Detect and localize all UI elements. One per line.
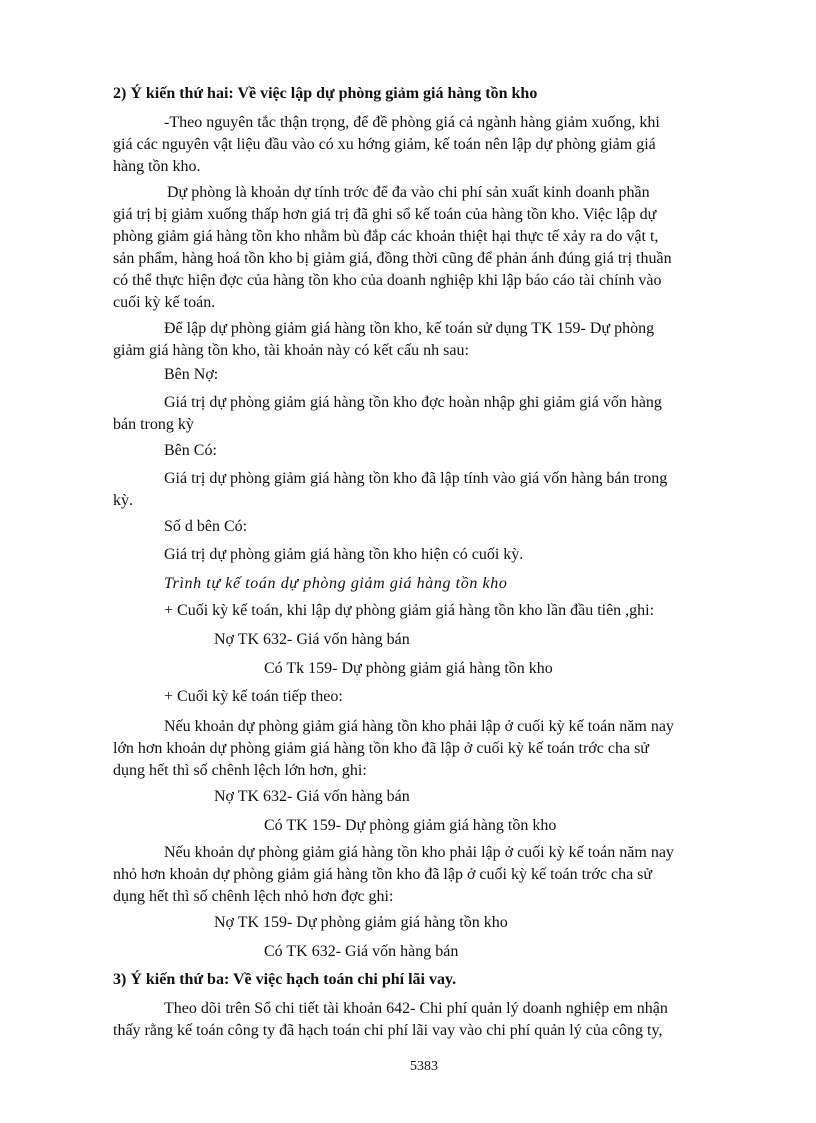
paragraph-line: dụng hết thì số chênh lệch lớn hơn, ghi:	[113, 762, 367, 779]
paragraph-line: nhỏ hơn khoản dự phòng giảm giá hàng tồn kho đã lập ở cuối kỳ kế toán trớc cha sử	[113, 866, 653, 883]
journal-debit-line: Nợ TK 159- Dự phòng giảm giá hàng tồn kho	[214, 914, 508, 931]
paragraph-line: Nếu khoản dự phòng giảm giá hàng tồn kho phải lập ở cuối kỳ kế toán năm nay	[164, 844, 674, 861]
paragraph-line: Giá trị dự phòng giảm giá hàng tồn kho đã lập tính vào giá vốn hàng bán trong	[164, 470, 668, 487]
journal-credit-line: Có TK 159- Dự phòng giảm giá hàng tồn kho	[264, 817, 557, 834]
paragraph-line: Nếu khoản dự phòng giảm giá hàng tồn kho phải lập ở cuối kỳ kế toán năm nay	[164, 718, 674, 735]
paragraph-line: giá các nguyên vật liệu đầu vào có xu hớng giảm, kế toán nên lập dự phòng giảm giá	[113, 136, 656, 153]
balance-label: Số d bên Có:	[164, 518, 248, 535]
paragraph-line: cuối kỳ kế toán.	[113, 294, 216, 311]
paragraph-line: giảm giá hàng tồn kho, tài khoản này có kết cấu nh sau:	[113, 342, 469, 359]
section-heading-3: 3) Ý kiến thứ ba: Về việc hạch toán chi phí lãi vay.	[113, 971, 457, 988]
paragraph-line: Để lập dự phòng giảm giá hàng tồn kho, kế toán sử dụng TK 159- Dự phòng	[164, 320, 655, 337]
paragraph-line: thấy rằng kế toán công ty đã hạch toán chi phí lãi vay vào chi phí quản lý của công ty,	[113, 1022, 663, 1039]
paragraph-line: bán trong kỳ	[113, 416, 194, 433]
section-heading-2: 2) Ý kiến thứ hai: Về việc lập dự phòng giảm giá hàng tồn kho	[113, 85, 538, 102]
paragraph-line: Dự phòng là khoản dự tính trớc để đa vào chi phí sản xuất kinh doanh phần	[167, 184, 650, 201]
paragraph-line: phòng giảm giá hàng tồn kho nhằm bù đắp các khoản thiệt hại thực tế xảy ra do vật t,	[113, 228, 659, 245]
step-line: + Cuối kỳ kế toán, khi lập dự phòng giảm giá hàng tồn kho lần đầu tiên ,ghi:	[164, 602, 655, 619]
journal-credit-line: Có Tk 159- Dự phòng giảm giá hàng tồn kho	[264, 660, 553, 677]
paragraph-line: Giá trị dự phòng giảm giá hàng tồn kho hiện có cuối kỳ.	[164, 546, 524, 563]
paragraph-line: Theo dõi trên Sổ chi tiết tài khoản 642- Chi phí quản lý doanh nghiệp em nhận	[164, 1000, 668, 1017]
paragraph-line: kỳ.	[113, 492, 133, 509]
step-line: + Cuối kỳ kế toán tiếp theo:	[164, 688, 343, 705]
paragraph-line: -Theo nguyên tắc thận trọng, để đề phòng giá cả ngành hàng giảm xuống, khi	[164, 114, 660, 131]
credit-label: Bên Có:	[164, 442, 217, 459]
journal-credit-line: Có TK 632- Giá vốn hàng bán	[264, 943, 459, 960]
journal-debit-line: Nợ TK 632- Giá vốn hàng bán	[214, 631, 410, 648]
paragraph-line: Giá trị dự phòng giảm giá hàng tồn kho đợc hoàn nhập ghi giảm giá vốn hàng	[164, 394, 662, 411]
paragraph-line: có thể thực hiện đợc của hàng tồn kho của doanh nghiệp khi lập báo cáo tài chính vào	[113, 272, 662, 289]
paragraph-line: lớn hơn khoản dự phòng giảm giá hàng tồn kho đã lập ở cuối kỳ kế toán trớc cha sử	[113, 740, 649, 757]
paragraph-line: hàng tồn kho.	[113, 158, 201, 175]
paragraph-line: sản phẩm, hàng hoá tồn kho bị giảm giá, đồng thời cũng để phản ánh đúng giá trị thuần	[113, 250, 672, 267]
page-number: 5383	[410, 1059, 438, 1074]
sequence-title: Trình tự kế toán dự phòng giảm giá hàng tồn kho	[164, 575, 508, 592]
debit-label: Bên Nợ:	[164, 366, 219, 383]
journal-debit-line: Nợ TK 632- Giá vốn hàng bán	[214, 788, 410, 805]
paragraph-line: giá trị bị giảm xuống thấp hơn giá trị đã ghi sổ kế toán của hàng tồn kho. Việc lập dự	[113, 206, 657, 223]
paragraph-line: dụng hết thì số chênh lệch nhỏ hơn đợc ghi:	[113, 888, 394, 905]
